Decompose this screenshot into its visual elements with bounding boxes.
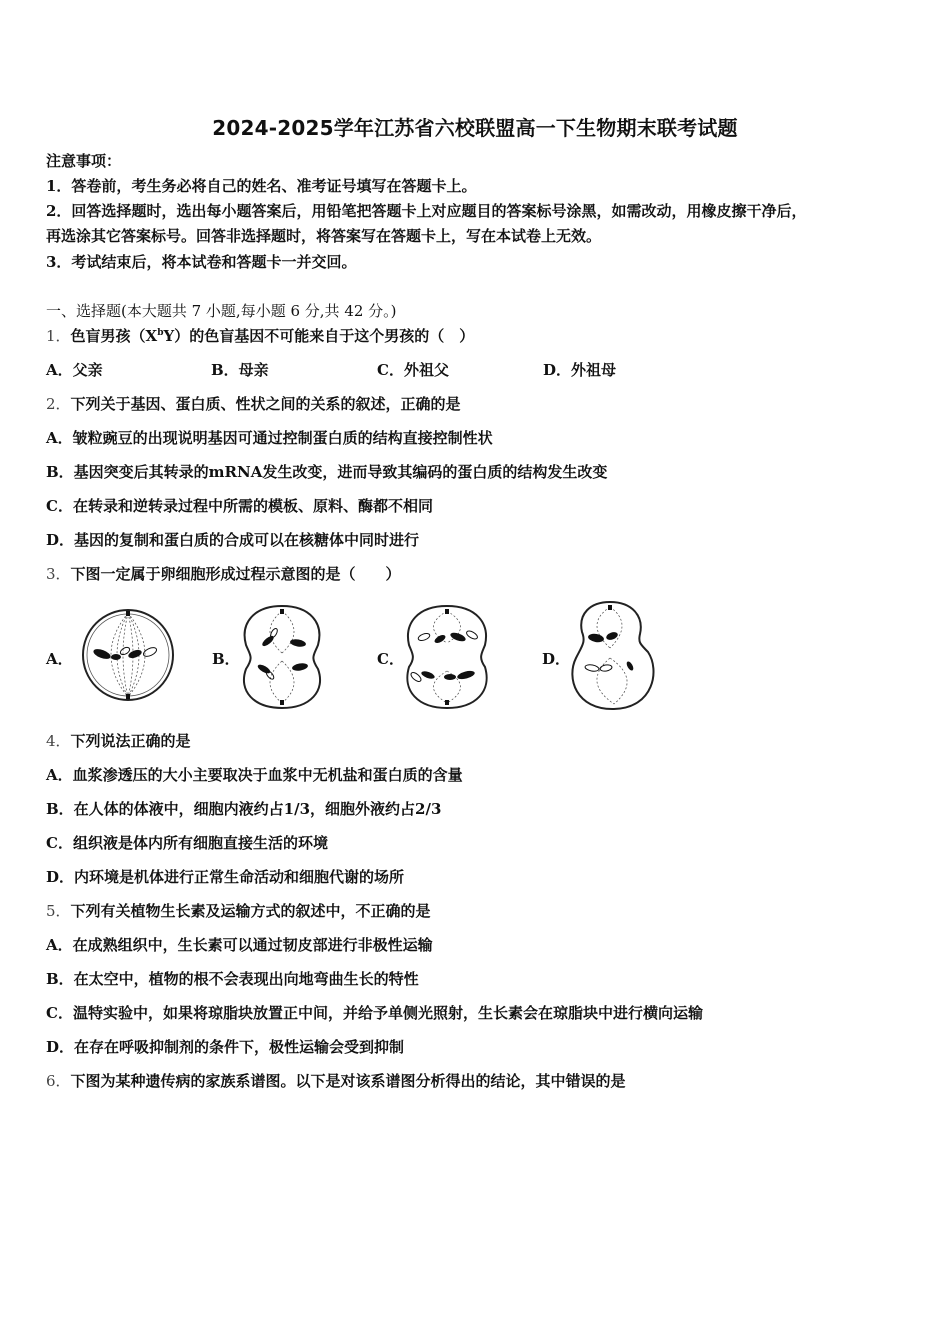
question-1 (46, 326, 474, 346)
q3-option-b[interactable]: B． (212, 650, 240, 668)
q4-option-b[interactable]: B．在人体的体液中，细胞内液约占1/3，细胞外液约占2/3 (46, 800, 442, 818)
notice-heading: 注意事项： (46, 152, 122, 170)
cell-diagram-a (80, 607, 176, 703)
section-heading: 一、选择题(本大题共 7 小题,每小题 6 分,共 42 分。) (46, 302, 397, 320)
question-text: 下列关于基因、蛋白质、性状之间的关系的叙述，正确的是 (70, 395, 461, 413)
q2-option-c[interactable]: C．在转录和逆转录过程中所需的模板、原料、酶都不相同 (46, 497, 433, 515)
q4-option-a[interactable]: A．血浆渗透压的大小主要取决于血浆中无机盐和蛋白质的含量 (46, 766, 463, 784)
q3-option-d[interactable]: D． (542, 650, 571, 668)
q1-option-c[interactable]: C．外祖父 (377, 361, 449, 379)
question-number: 3． (46, 565, 71, 583)
q2-option-b[interactable]: B．基因突变后其转录的mRNA发生改变，进而导致其编码的蛋白质的结构发生改变 (46, 463, 608, 481)
q1-options (46, 360, 646, 380)
question-text: 下列有关植物生长素及运输方式的叙述中，不正确的是 (70, 902, 431, 920)
q1-option-a[interactable]: A．父亲 (46, 361, 103, 379)
notice-item-1: 1．答卷前，考生务必将自己的姓名、准考证号填写在答题卡上。 (46, 177, 477, 195)
notice-item-2: 2．回答选择题时，选出每小题答案后，用铅笔把答题卡上对应题目的答案标号涂黑，如需改动，用橡皮擦干净后， (46, 202, 807, 220)
q2-option-a[interactable]: A．皱粒豌豆的出现说明基因可通过控制蛋白质的结构直接控制性状 (46, 429, 493, 447)
question-3 (46, 564, 401, 584)
question-number: 4． (46, 732, 71, 750)
q1-option-b[interactable]: B．母亲 (211, 361, 269, 379)
question-text: 下图为某种遗传病的家族系谱图。以下是对该系谱图分析得出的结论，其中错误的是 (70, 1072, 626, 1090)
question-number: 6． (46, 1072, 71, 1090)
q5-option-d[interactable]: D．在存在呼吸抑制剂的条件下，极性运输会受到抑制 (46, 1038, 405, 1056)
notice-item-3: 3．考试结束后，将本试卷和答题卡一并交回。 (46, 253, 357, 271)
question-number: 2． (46, 395, 71, 413)
q4-option-d[interactable]: D．内环境是机体进行正常生命活动和细胞代谢的场所 (46, 868, 405, 886)
q3-option-c[interactable]: C． (377, 650, 404, 668)
q2-option-d[interactable]: D．基因的复制和蛋白质的合成可以在核糖体中同时进行 (46, 531, 420, 549)
superscript: b (157, 328, 164, 338)
question-number: 1． (46, 327, 71, 345)
q3-option-a[interactable]: A． (46, 650, 73, 668)
question-text: 色盲男孩（X (70, 327, 158, 345)
cell-diagram-b (238, 603, 326, 711)
cell-diagram-d (568, 600, 658, 712)
cell-diagram-c (402, 603, 492, 711)
q5-option-b[interactable]: B．在太空中，植物的根不会表现出向地弯曲生长的特性 (46, 970, 419, 988)
question-5 (46, 901, 431, 921)
question-2 (46, 394, 461, 414)
page-title: 2024-2025学年江苏省六校联盟高一下生物期末联考试题 (212, 116, 738, 140)
q1-option-d[interactable]: D．外祖母 (543, 361, 617, 379)
notice-item-2-cont: 再选涂其它答案标号。回答非选择题时，将答案写在答题卡上，写在本试卷上无效。 (46, 227, 602, 245)
question-text-end: Y）的色盲基因不可能来自于这个男孩的（ ） (163, 327, 475, 345)
q5-option-a[interactable]: A．在成熟组织中，生长素可以通过韧皮部进行非极性运输 (46, 936, 433, 954)
question-4 (46, 731, 191, 751)
question-text: 下列说法正确的是 (70, 732, 191, 750)
q4-option-c[interactable]: C．组织液是体内所有细胞直接生活的环境 (46, 834, 328, 852)
question-text: 下图一定属于卵细胞形成过程示意图的是（ ） (70, 565, 401, 583)
q5-option-c[interactable]: C．温特实验中，如果将琼脂块放置正中间，并给予单侧光照射，生长素会在琼脂块中进行横向运输 (46, 1004, 703, 1022)
question-number: 5． (46, 902, 71, 920)
question-6 (46, 1071, 626, 1091)
